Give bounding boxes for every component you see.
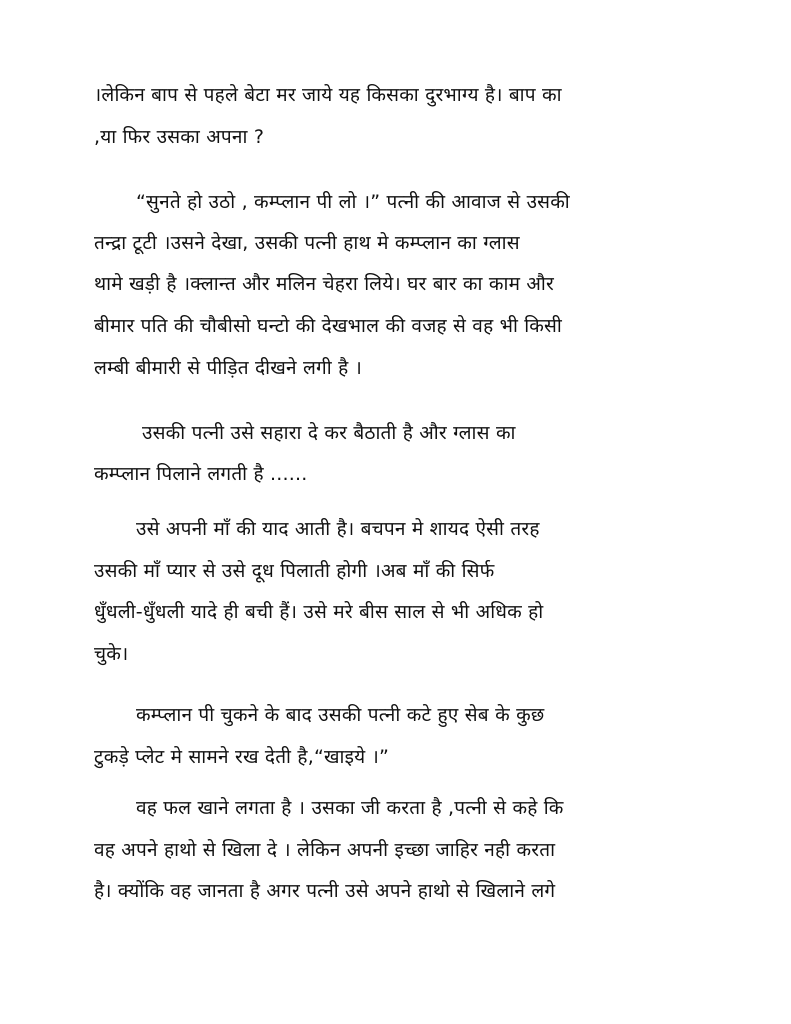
text-line: थामे खड़ी है ।क्लान्त और मलिन चेहरा लिये। घर बार का काम और (94, 273, 554, 295)
text-line: कम्प्लान पी चुकने के बाद उसकी पत्नी कटे हुए सेब के कुछ (136, 704, 545, 726)
text-line: ।लेकिन बाप से पहले बेटा मर जाये यह किसका दुरभाग्य है। बाप का (94, 84, 562, 106)
text-line: उसकी पत्नी उसे सहारा दे कर बैठाती है और ग्लास का (142, 422, 516, 444)
text-line: टुकड़े प्लेट मे सामने रख देती है,“खाइये ।” (94, 746, 390, 768)
text-line: वह अपने हाथो से खिला दे । लेकिन अपनी इच्छा जाहिर नही करता (94, 839, 556, 861)
text-line: है। क्योंकि वह जानता है अगर पत्नी उसे अपने हाथो से खिलाने लगे (94, 880, 556, 902)
text-line: चुके। (94, 643, 129, 665)
text-line: “सुनते हो उठो , कम्प्लान पी लो ।” पत्नी की आवाज से उसकी (136, 191, 570, 213)
text-line: कम्प्लान पिलाने लगती है ...... (94, 463, 308, 485)
text-line: ,या फिर उसका अपना ? (94, 126, 265, 148)
text-line: बीमार पति की चौबीसो घन्टो की देखभाल की वजह से वह भी किसी (94, 315, 562, 337)
text-line: उसे अपनी माँ की याद आती है। बचपन मे शायद ऐसी तरह (136, 518, 540, 540)
text-line: लम्बी बीमारी से पीड़ित दीखने लगी है । (94, 357, 363, 379)
text-line: उसकी माँ प्यार से उसे दूध पिलाती होगी ।अब माँ की सिर्फ (94, 560, 495, 582)
text-line: वह फल खाने लगता है । उसका जी करता है ,पत्नी से कहे कि (136, 797, 564, 819)
text-line: धुँधली-धुँधली यादे ही बची हैं। उसे मरे बीस साल से भी अधिक हो (94, 601, 544, 623)
text-line: तन्द्रा टूटी ।उसने देखा, उसकी पत्नी हाथ मे कम्प्लान का ग्लास (94, 232, 520, 254)
